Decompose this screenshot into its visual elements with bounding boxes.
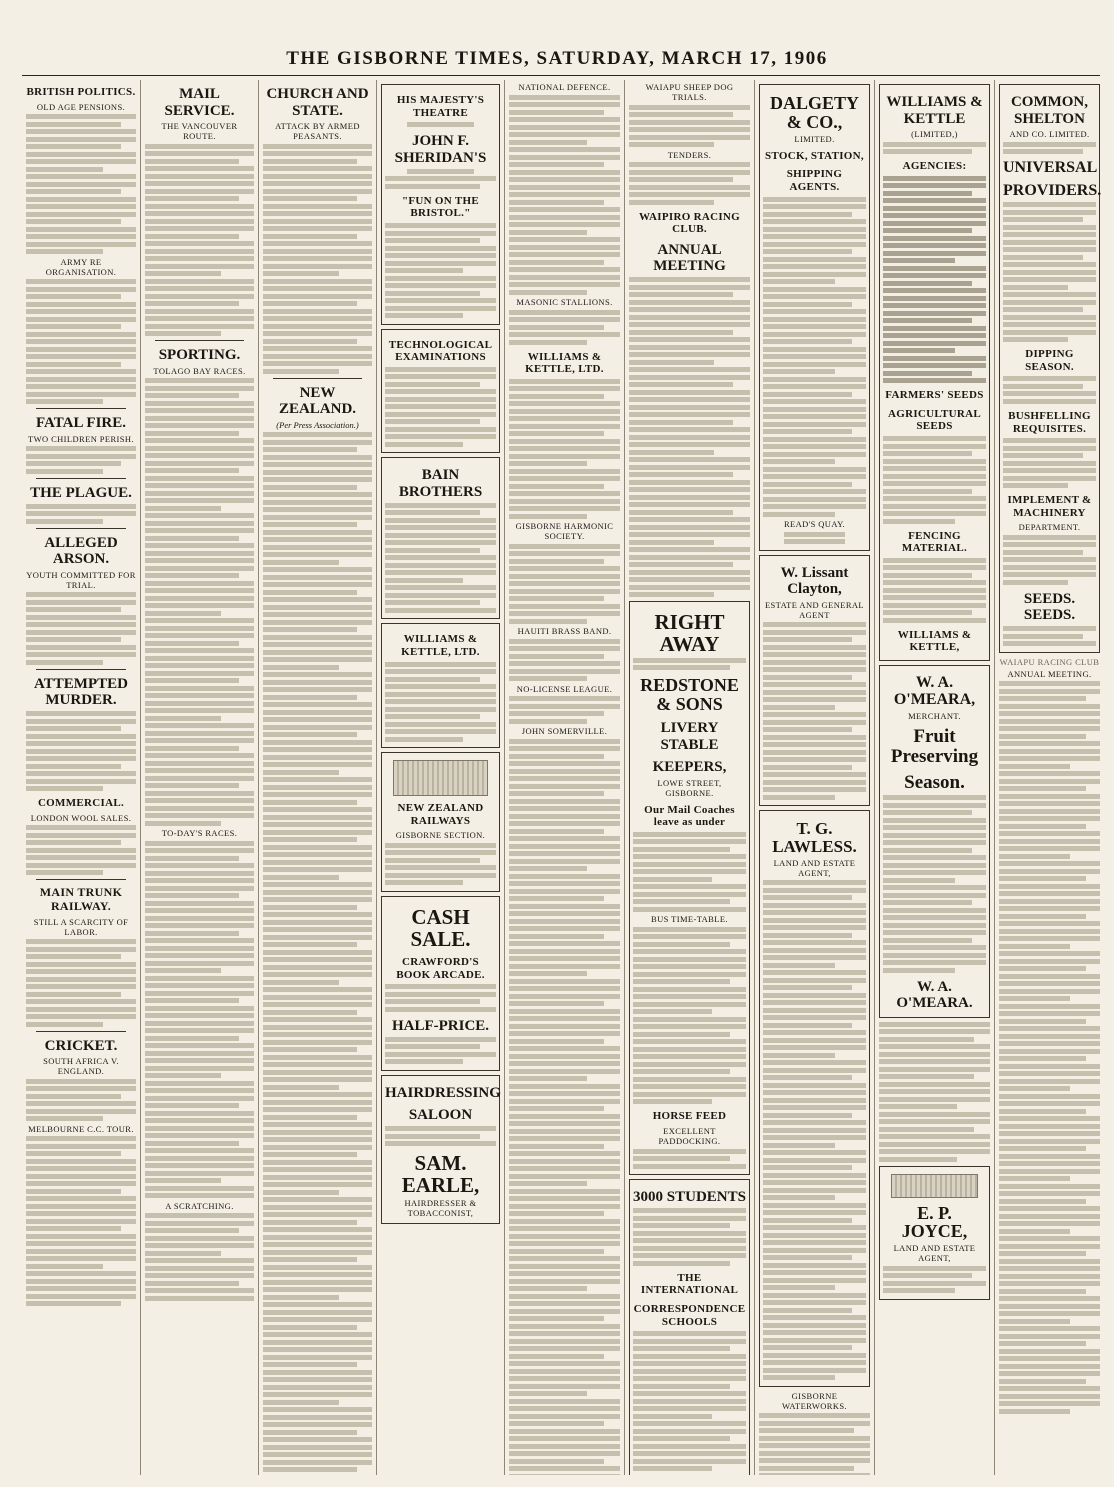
ad-omeara-2: W. A. O'MEARA. bbox=[896, 978, 973, 1012]
ad-williams-title: WILLIAMS & KETTLE, LTD. bbox=[401, 633, 480, 658]
column-5 bbox=[504, 80, 624, 1475]
heading-sporting: SPORTING. bbox=[158, 347, 241, 363]
ad-farmers-seeds: FARMERS' SEEDS bbox=[885, 389, 984, 402]
building-illustration bbox=[891, 1174, 978, 1198]
subheading-armed-peasants: ATTACK BY ARMED PEASANTS. bbox=[275, 121, 360, 141]
subheading-melbourne: MELBOURNE C.C. TOUR. bbox=[28, 1123, 134, 1134]
ad-crawford: CRAWFORD'S BOOK ARCADE. bbox=[396, 956, 485, 981]
ad-hairdressing bbox=[381, 1075, 500, 1225]
ad-theatre bbox=[381, 84, 500, 325]
heading-commercial: COMMERCIAL. bbox=[37, 797, 125, 810]
heading-alleged-arson: ALLEGED ARSON. bbox=[44, 534, 118, 568]
divider bbox=[36, 528, 126, 529]
divider bbox=[36, 478, 126, 479]
ad-paddocking: EXCELLENT PADDOCKING. bbox=[658, 1126, 721, 1147]
subheading-scratching: A SCRATCHING. bbox=[165, 1200, 234, 1211]
article-body bbox=[629, 162, 750, 205]
subheading-army: ARMY RE ORGANISATION. bbox=[45, 256, 117, 277]
ad-implement-1: IMPLEMENT & MACHINERY bbox=[1007, 494, 1092, 519]
heading-annual-meeting-2: ANNUAL MEETING. bbox=[1007, 668, 1092, 679]
ad-hair-title: HAIRDRESSING bbox=[385, 1084, 501, 1101]
ad-clayton-sub: ESTATE AND GENERAL AGENT bbox=[764, 599, 865, 620]
subheading-tolago: TOLAGO BAY RACES. bbox=[153, 365, 246, 376]
ad-dalgety-limited: LIMITED. bbox=[794, 133, 835, 144]
ad-dalgety-ship: SHIPPING AGENTS. bbox=[786, 168, 843, 194]
article-body bbox=[263, 432, 372, 1475]
ad-common-sub: AND CO. LIMITED. bbox=[1009, 129, 1090, 139]
article-body bbox=[999, 681, 1100, 1414]
article-body bbox=[509, 639, 620, 682]
subheading-two-children: TWO CHILDREN PERISH. bbox=[28, 433, 134, 444]
article-body bbox=[145, 841, 254, 1199]
heading-church-state: CHURCH AND STATE. bbox=[266, 86, 369, 119]
ad-joyce-title: E. P. JOYCE, bbox=[901, 1202, 968, 1242]
column-6 bbox=[624, 80, 754, 1475]
subheading-old-age-pensions: OLD AGE PENSIONS. bbox=[36, 101, 126, 112]
heading-cricket: CRICKET. bbox=[44, 1037, 118, 1054]
heading-national-defence: NATIONAL DEFENCE. bbox=[518, 82, 611, 92]
article-body bbox=[509, 696, 620, 724]
ad-dipping: DIPPING SEASON. bbox=[1025, 348, 1074, 373]
article-body bbox=[26, 939, 136, 1027]
heading-plague: THE PLAGUE. bbox=[30, 484, 132, 501]
ad-saloon: SALOON bbox=[408, 1107, 473, 1124]
ad-wk-agencies: AGENCIES: bbox=[902, 160, 967, 172]
heading-main-trunk: MAIN TRUNK RAILWAY. bbox=[39, 885, 123, 914]
ad-dalgety bbox=[759, 84, 870, 551]
subheading-vancouver: THE VANCOUVER ROUTE. bbox=[161, 121, 238, 141]
heading-annual-meeting: ANNUAL MEETING bbox=[653, 241, 726, 275]
ad-seeds: SEEDS. SEEDS. bbox=[1023, 590, 1076, 624]
heading-williams-kettle: WILLIAMS & KETTLE, LTD. bbox=[525, 350, 604, 376]
heading-no-license: NO-LICENSE LEAGUE. bbox=[516, 683, 613, 694]
article-body bbox=[509, 95, 620, 295]
ad-keepers: KEEPERS, bbox=[652, 759, 727, 776]
ad-bushfelling: BUSHFELLING REQUISITES. bbox=[1008, 409, 1091, 435]
heading-tenders: TENDERS. bbox=[667, 149, 712, 160]
heading-fatal-fire: FATAL FIRE. bbox=[35, 415, 126, 432]
subheading-south-africa: SOUTH AFRICA V. ENGLAND. bbox=[43, 1056, 119, 1077]
article-body bbox=[26, 504, 136, 524]
article-body bbox=[509, 379, 620, 519]
classified-body bbox=[509, 739, 620, 1475]
heading-new-zealand: NEW ZEALAND. bbox=[278, 384, 357, 417]
ad-earle-sub: HAIRDRESSER & TOBACCONIST, bbox=[404, 1198, 477, 1219]
article-body bbox=[26, 825, 136, 875]
ad-wk bbox=[879, 84, 990, 661]
article-body bbox=[879, 1022, 990, 1162]
ad-reads-quay: READ'S QUAY. bbox=[783, 519, 846, 530]
article-body bbox=[26, 1136, 136, 1306]
article-body bbox=[263, 144, 372, 374]
ad-wk-sub: (LIMITED,) bbox=[911, 129, 958, 139]
masthead-rule bbox=[22, 75, 1100, 76]
subheading-press-assoc: (Per Press Association.) bbox=[276, 419, 359, 430]
column-8 bbox=[874, 80, 994, 1475]
ad-railways bbox=[381, 752, 500, 892]
article-body bbox=[26, 592, 136, 665]
ad-bain-title: BAIN BROTHERS bbox=[398, 467, 483, 500]
divider bbox=[36, 879, 126, 880]
ad-redstone-title: REDSTONE & SONS bbox=[640, 675, 739, 715]
ad-agricultural-seeds: AGRICULTURAL SEEDS bbox=[887, 407, 982, 433]
ad-redstone bbox=[629, 601, 750, 1175]
ad-intl-2: CORRESPONDENCE SCHOOLS bbox=[633, 1302, 746, 1328]
article-body bbox=[145, 1213, 254, 1301]
ad-technological-title: TECHNOLOGICAL EXAMINATIONS bbox=[388, 338, 493, 364]
ad-providers: PROVIDERS. bbox=[1003, 181, 1102, 199]
ad-cash-sale-title: CASH SALE. bbox=[410, 904, 471, 951]
heading-attempted-murder: ATTEMPTED MURDER. bbox=[34, 675, 128, 709]
ad-common-shelton bbox=[999, 84, 1100, 653]
divider bbox=[36, 1031, 126, 1032]
subheading-london-wool: LONDON WOOL SALES. bbox=[30, 812, 132, 823]
ad-lawless bbox=[759, 810, 870, 1387]
ad-bain bbox=[381, 457, 500, 619]
ad-students: 3000 STUDENTS bbox=[633, 1189, 746, 1206]
heading-masonic: MASONIC STALLIONS. bbox=[516, 297, 613, 307]
ad-williams bbox=[381, 623, 500, 748]
ad-railways-sub: GISBORNE SECTION. bbox=[395, 830, 486, 841]
ad-omeara-title: W. A. O'MEARA, bbox=[893, 674, 976, 708]
ad-dalgety-title: DALGETY & CO., bbox=[769, 93, 859, 132]
divider bbox=[155, 340, 244, 341]
article-body bbox=[145, 144, 254, 337]
ad-livery: LIVERY STABLE bbox=[660, 720, 719, 753]
ad-half-price: HALF-PRICE. bbox=[391, 1017, 490, 1034]
ad-lowe-street: LOWE STREET, GISBORNE. bbox=[657, 777, 722, 798]
subheading-labor: STILL A SCARCITY OF LABOR. bbox=[33, 916, 129, 937]
ad-omeara bbox=[879, 665, 990, 1017]
ad-correspondence bbox=[629, 1179, 750, 1475]
article-body bbox=[26, 1079, 136, 1122]
ad-wk-title: WILLIAMS & KETTLE bbox=[886, 94, 983, 127]
ad-dalgety-stock: STOCK, STATION, bbox=[765, 149, 864, 162]
subheading-todays-races: TO-DAY'S RACES. bbox=[161, 828, 238, 838]
divider bbox=[36, 669, 126, 670]
ad-universal: UNIVERSAL bbox=[1003, 159, 1098, 176]
column-2 bbox=[140, 80, 258, 1475]
ad-bristol: "FUN ON THE BRISTOL." bbox=[401, 194, 480, 220]
heading-waipiro: WAIPIRO RACING CLUB. bbox=[638, 210, 741, 236]
ad-joyce-sub: LAND AND ESTATE AGENT, bbox=[893, 1243, 976, 1264]
article-body bbox=[26, 711, 136, 791]
divider bbox=[273, 378, 362, 379]
article-body bbox=[26, 279, 136, 404]
ad-joyce bbox=[879, 1166, 990, 1300]
article-body bbox=[26, 446, 136, 474]
ad-technological bbox=[381, 329, 500, 454]
ad-intl-1: THE INTERNATIONAL bbox=[640, 1271, 739, 1297]
article-body bbox=[509, 310, 620, 345]
heading-sheep-dog: WAIAPU SHEEP DOG TRIALS. bbox=[645, 82, 734, 102]
article-body bbox=[26, 114, 136, 254]
heading-mail-service: MAIL SERVICE. bbox=[164, 86, 235, 119]
column-1 bbox=[22, 80, 140, 1475]
masthead: THE GISBORNE TIMES, SATURDAY, MARCH 17, 1906 bbox=[286, 48, 828, 69]
ad-fruit-1: Fruit Preserving bbox=[890, 725, 979, 767]
article-body bbox=[629, 105, 750, 148]
article-body bbox=[759, 1413, 870, 1475]
column-3 bbox=[258, 80, 376, 1475]
ad-right-away: RIGHT AWAY bbox=[654, 610, 725, 657]
article-body bbox=[509, 544, 620, 624]
heading-hauiti: HAUITI BRASS BAND. bbox=[517, 626, 612, 637]
ad-fruit-2: Season. bbox=[904, 771, 965, 793]
ad-horse-feed: HORSE FEED bbox=[652, 1110, 727, 1123]
ad-implement-2: DEPARTMENT. bbox=[1018, 522, 1081, 533]
ad-lawless-sub: LAND AND ESTATE AGENT, bbox=[773, 857, 856, 878]
heading-british-politics: BRITISH POLITICS. bbox=[26, 86, 136, 98]
ad-theatre-title: HIS MAJESTY'S THEATRE bbox=[396, 94, 485, 119]
ad-wk-2: WILLIAMS & KETTLE, bbox=[897, 628, 972, 654]
heading-racing-club: WAIAPU RACING CLUB bbox=[999, 656, 1100, 667]
article-body bbox=[145, 378, 254, 826]
ad-clayton-title: W. Lissant Clayton, bbox=[780, 564, 849, 598]
train-illustration bbox=[393, 760, 488, 796]
ad-cash-sale bbox=[381, 896, 500, 1071]
heading-somerville: JOHN SOMERVILLE. bbox=[521, 726, 608, 737]
ad-mail-coaches: Our Mail Coaches leave as under bbox=[644, 803, 735, 829]
ad-sheridan: JOHN F. SHERIDAN'S bbox=[394, 133, 487, 166]
ad-bus-timetable: BUS TIME-TABLE. bbox=[651, 914, 728, 925]
ad-railways-title: NEW ZEALAND RAILWAYS bbox=[397, 802, 484, 827]
ad-common-title: COMMON, SHELTON bbox=[1010, 94, 1089, 127]
ad-lawless-title: T. G. LAWLESS. bbox=[772, 819, 857, 857]
ad-omeara-merchant: MERCHANT. bbox=[908, 710, 961, 721]
divider bbox=[36, 408, 126, 409]
heading-harmonic: GISBORNE HARMONIC SOCIETY. bbox=[515, 521, 614, 542]
column-7 bbox=[754, 80, 874, 1475]
ad-fencing: FENCING MATERIAL. bbox=[901, 529, 968, 555]
ad-clayton bbox=[759, 555, 870, 807]
heading-waterworks: GISBORNE WATERWORKS. bbox=[781, 1390, 848, 1411]
column-9 bbox=[994, 80, 1104, 1475]
ad-earle: SAM. EARLE, bbox=[401, 1151, 480, 1198]
article-body bbox=[629, 277, 750, 597]
column-4 bbox=[376, 80, 504, 1475]
subheading-youth-committed: YOUTH COMMITTED FOR TRIAL. bbox=[26, 569, 136, 590]
